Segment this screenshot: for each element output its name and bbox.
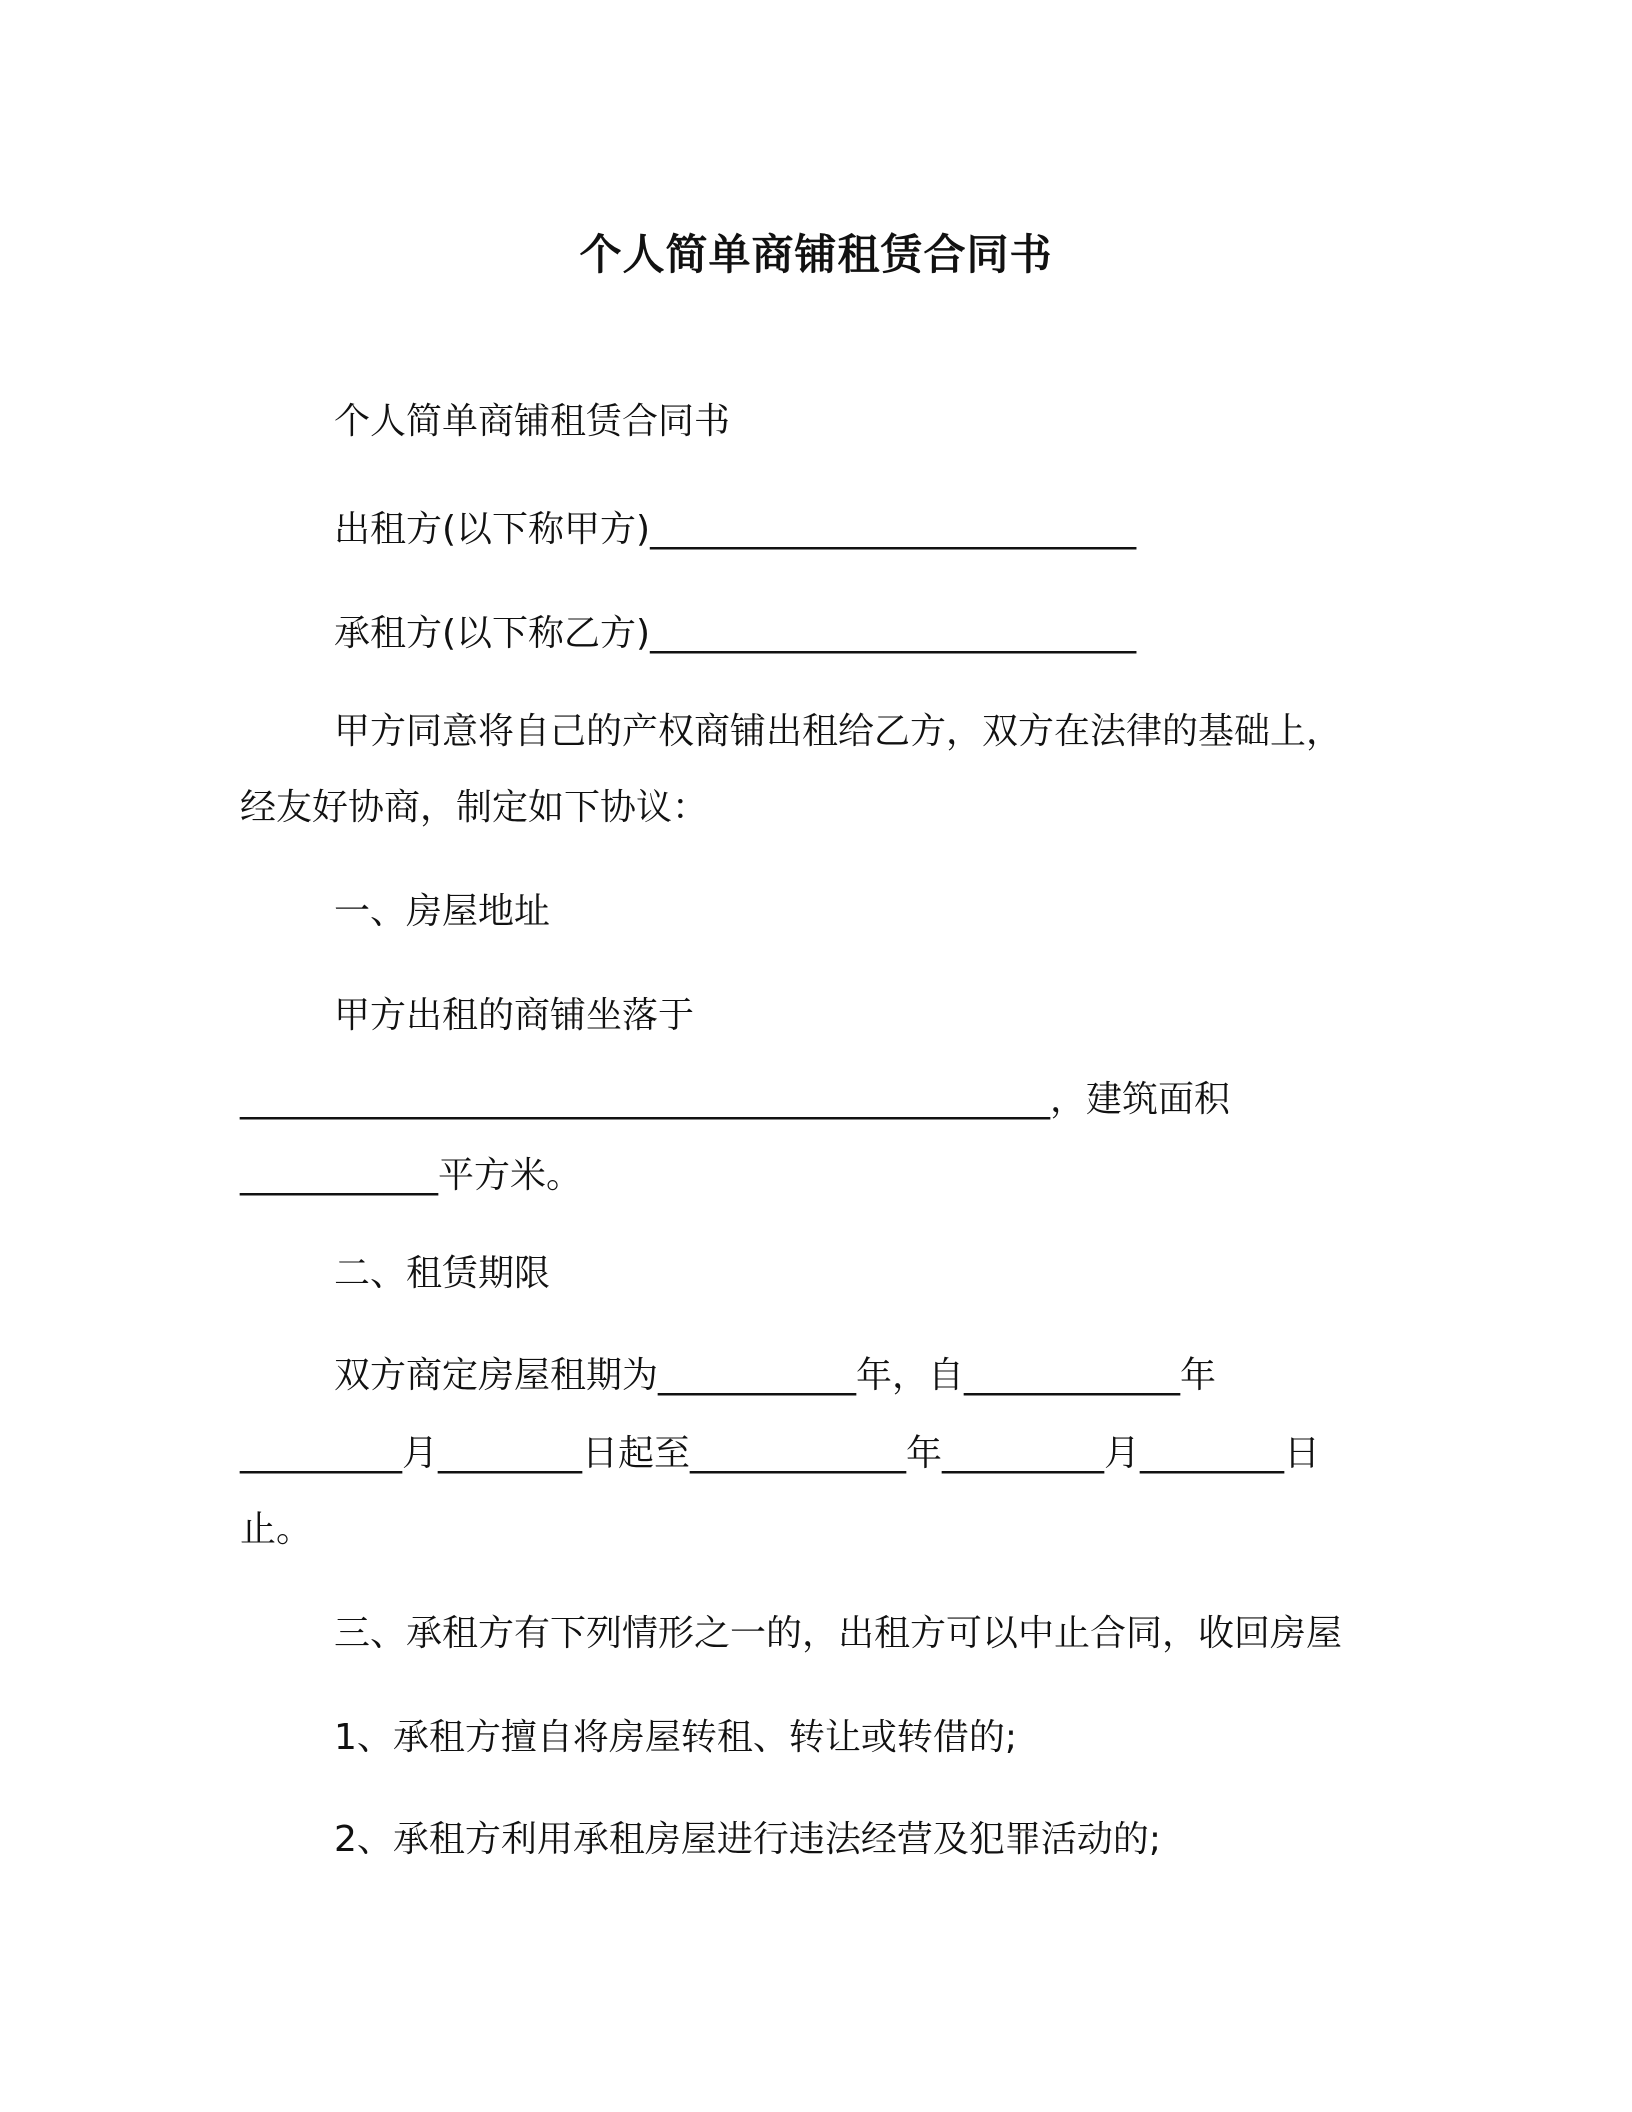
termination-item-2: 2、承租方利用承租房屋进行违法经营及犯罪活动的; [334,1819,1162,1860]
term-paragraph-line-2: _________月________日起至____________年_________月________日 [240,1433,1321,1474]
address-paragraph-line-1: 甲方出租的商铺坐落于 [334,995,695,1036]
subtitle-line: 个人简单商铺租赁合同书 [334,401,731,442]
address-paragraph-line-3: ___________平方米。 [240,1155,583,1196]
term-paragraph-line-3: 止。 [240,1509,313,1550]
intro-paragraph-line-2: 经友好协商，制定如下协议： [240,787,709,828]
term-paragraph-line-1: 双方商定房屋租期为___________年，自____________年 [334,1355,1217,1396]
intro-paragraph-line-1: 甲方同意将自己的产权商铺出租给乙方，双方在法律的基础上， [334,711,1343,752]
lessor-line: 出租方(以下称甲方)___________________________ [334,509,1137,550]
section-heading-termination: 三、承租方有下列情形之一的，出租方可以中止合同，收回房屋 [334,1613,1343,1654]
section-heading-term: 二、租赁期限 [334,1253,551,1294]
lessee-line: 承租方(以下称乙方)___________________________ [334,613,1137,654]
document-title: 个人简单商铺租赁合同书 [579,230,1053,279]
termination-item-1: 1、承租方擅自将房屋转租、转让或转借的; [334,1717,1018,1758]
section-heading-address: 一、房屋地址 [334,891,551,932]
address-paragraph-line-2: _____________________________________________，建筑面积 [240,1079,1231,1120]
